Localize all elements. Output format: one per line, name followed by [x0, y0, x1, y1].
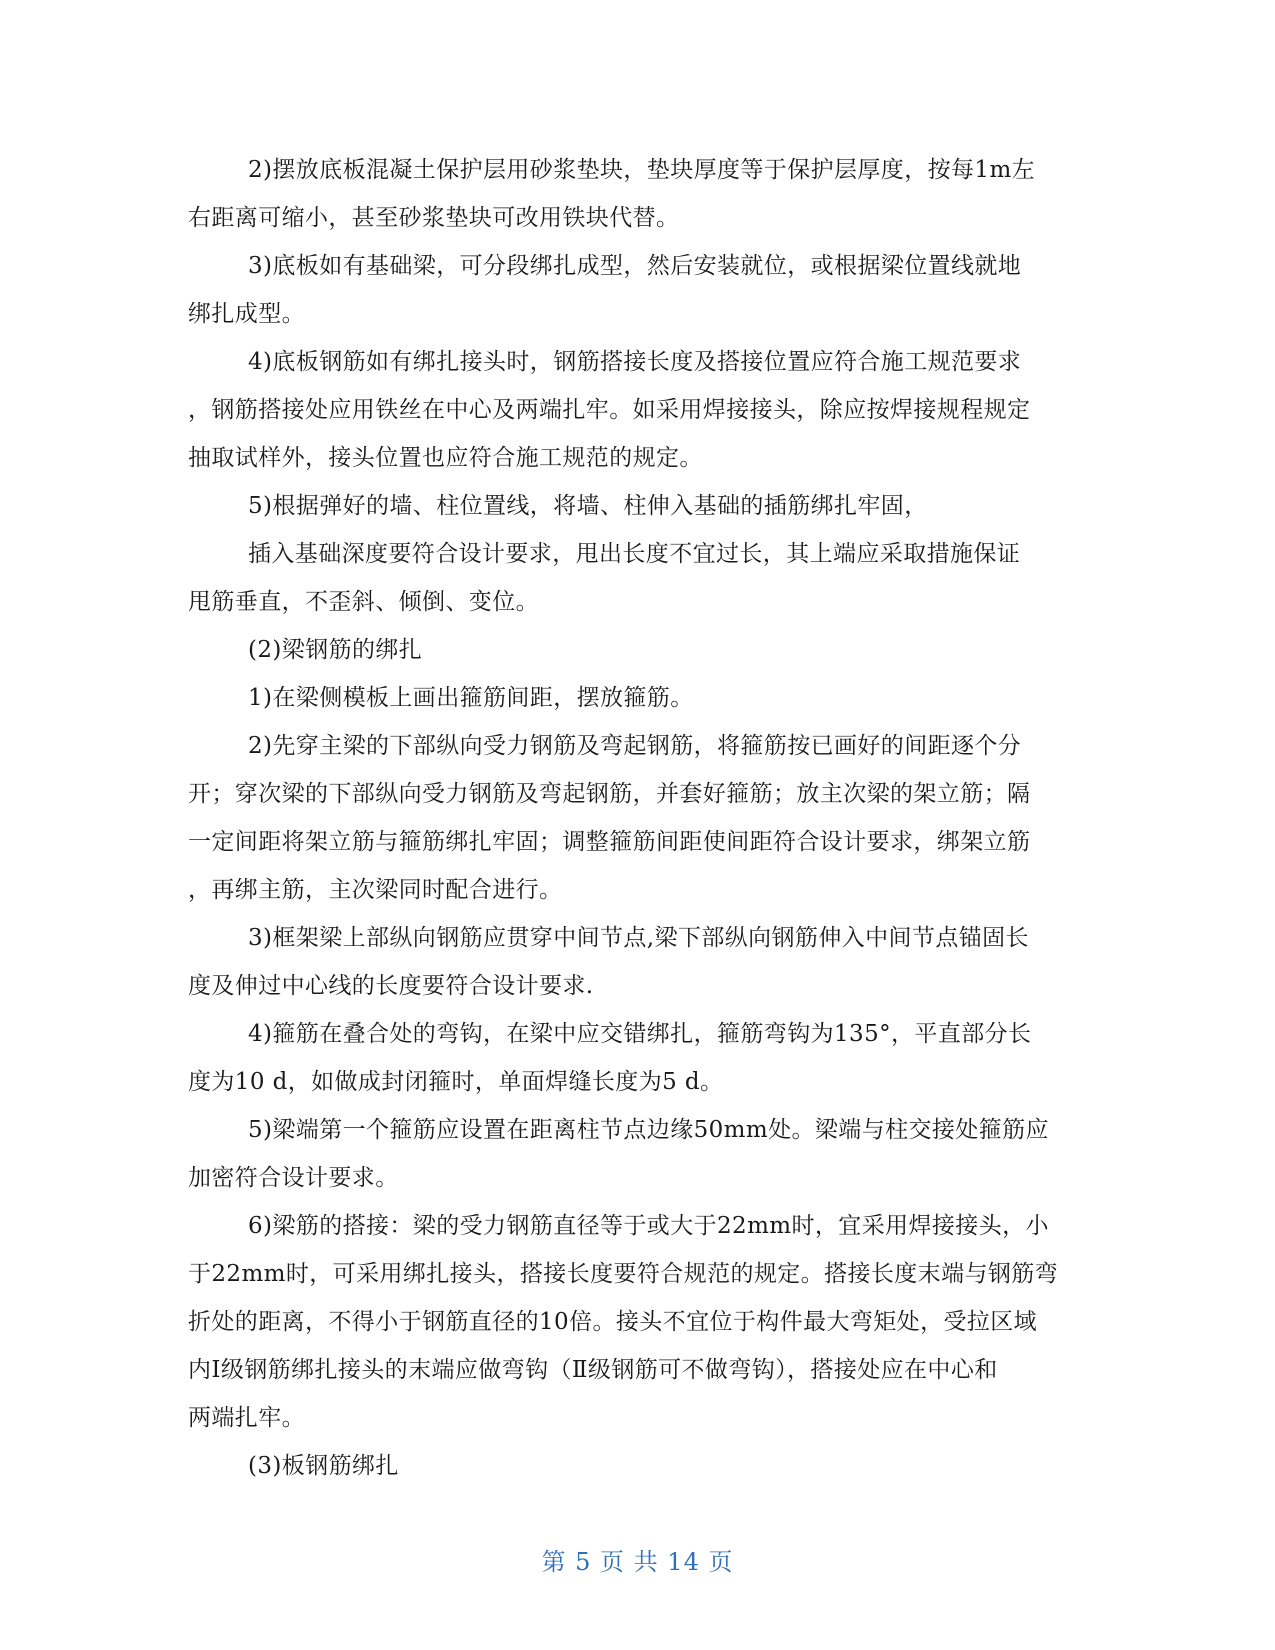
paragraph-line: 度及伸过中心线的长度要符合设计要求. — [188, 973, 594, 999]
paragraph-line: 开；穿次梁的下部纵向受力钢筋及弯起钢筋，并套好箍筋；放主次梁的架立筋；隔 — [188, 781, 1031, 807]
paragraph-line: 内Ⅰ级钢筋绑扎接头的末端应做弯钩（Ⅱ级钢筋可不做弯钩），搭接处应在中心和 — [188, 1357, 998, 1383]
paragraph-line: 2)先穿主梁的下部纵向受力钢筋及弯起钢筋，将箍筋按已画好的间距逐个分 — [248, 733, 1022, 759]
paragraph-line: 绑扎成型。 — [188, 301, 305, 327]
paragraph-line: 6)梁筋的搭接：梁的受力钢筋直径等于或大于22mm时，宜采用焊接接头，小 — [248, 1213, 1049, 1239]
paragraph-line: 4)底板钢筋如有绑扎接头时，钢筋搭接长度及搭接位置应符合施工规范要求 — [248, 349, 1022, 375]
paragraph-line: 5)根据弹好的墙、柱位置线，将墙、柱伸入基础的插筋绑扎牢固， — [248, 493, 928, 519]
paragraph-line: 3)框架梁上部纵向钢筋应贯穿中间节点,梁下部纵向钢筋伸入中间节点锚固长 — [248, 925, 1029, 951]
paragraph-line: 4)箍筋在叠合处的弯钩，在梁中应交错绑扎，箍筋弯钩为135°，平直部分长 — [248, 1021, 1032, 1047]
paragraph-line: 于22mm时，可采用绑扎接头，搭接长度要符合规范的规定。搭接长度末端与钢筋弯 — [188, 1261, 1059, 1287]
paragraph-line: 一定间距将架立筋与箍筋绑扎牢固；调整箍筋间距使间距符合设计要求，绑架立筋 — [188, 829, 1031, 855]
paragraph-line: 度为10 d，如做成封闭箍时，单面焊缝长度为5 d。 — [188, 1069, 724, 1095]
paragraph-line: 折处的距离，不得小于钢筋直径的10倍。接头不宜位于构件最大弯矩处，受拉区域 — [188, 1309, 1038, 1335]
paragraph-line: 3)底板如有基础梁，可分段绑扎成型，然后安装就位，或根据梁位置线就地 — [248, 253, 1022, 279]
section-heading: (3)板钢筋绑扎 — [248, 1453, 399, 1479]
paragraph-line: ，再绑主筋，主次梁同时配合进行。 — [188, 877, 563, 903]
page-footer — [0, 1542, 1275, 1577]
paragraph-line: 右距离可缩小，甚至砂浆垫块可改用铁块代替。 — [188, 205, 680, 231]
document-body — [188, 146, 1088, 1490]
paragraph-line: 2)摆放底板混凝土保护层用砂浆垫块，垫块厚度等于保护层厚度，按每1m左 — [248, 157, 1036, 183]
paragraph-line: 甩筋垂直，不歪斜、倾倒、变位。 — [188, 589, 539, 615]
paragraph-line: 插入基础深度要符合设计要求，甩出长度不宜过长，其上端应采取措施保证 — [248, 541, 1021, 567]
paragraph-line: 两端扎牢。 — [188, 1405, 305, 1431]
paragraph-line: 5)梁端第一个箍筋应设置在距离柱节点边缘50mm处。梁端与柱交接处箍筋应 — [248, 1117, 1049, 1143]
section-heading: (2)梁钢筋的绑扎 — [248, 637, 423, 663]
paragraph-line: 抽取试样外，接头位置也应符合施工规范的规定。 — [188, 445, 703, 471]
paragraph-line: ，钢筋搭接处应用铁丝在中心及两端扎牢。如采用焊接接头，除应按焊接规程规定 — [188, 397, 1031, 423]
page-number-label: 第 5 页 共 14 页 — [541, 1548, 734, 1576]
paragraph-line: 加密符合设计要求。 — [188, 1165, 399, 1191]
paragraph-line: 1)在梁侧模板上画出箍筋间距，摆放箍筋。 — [248, 685, 694, 711]
